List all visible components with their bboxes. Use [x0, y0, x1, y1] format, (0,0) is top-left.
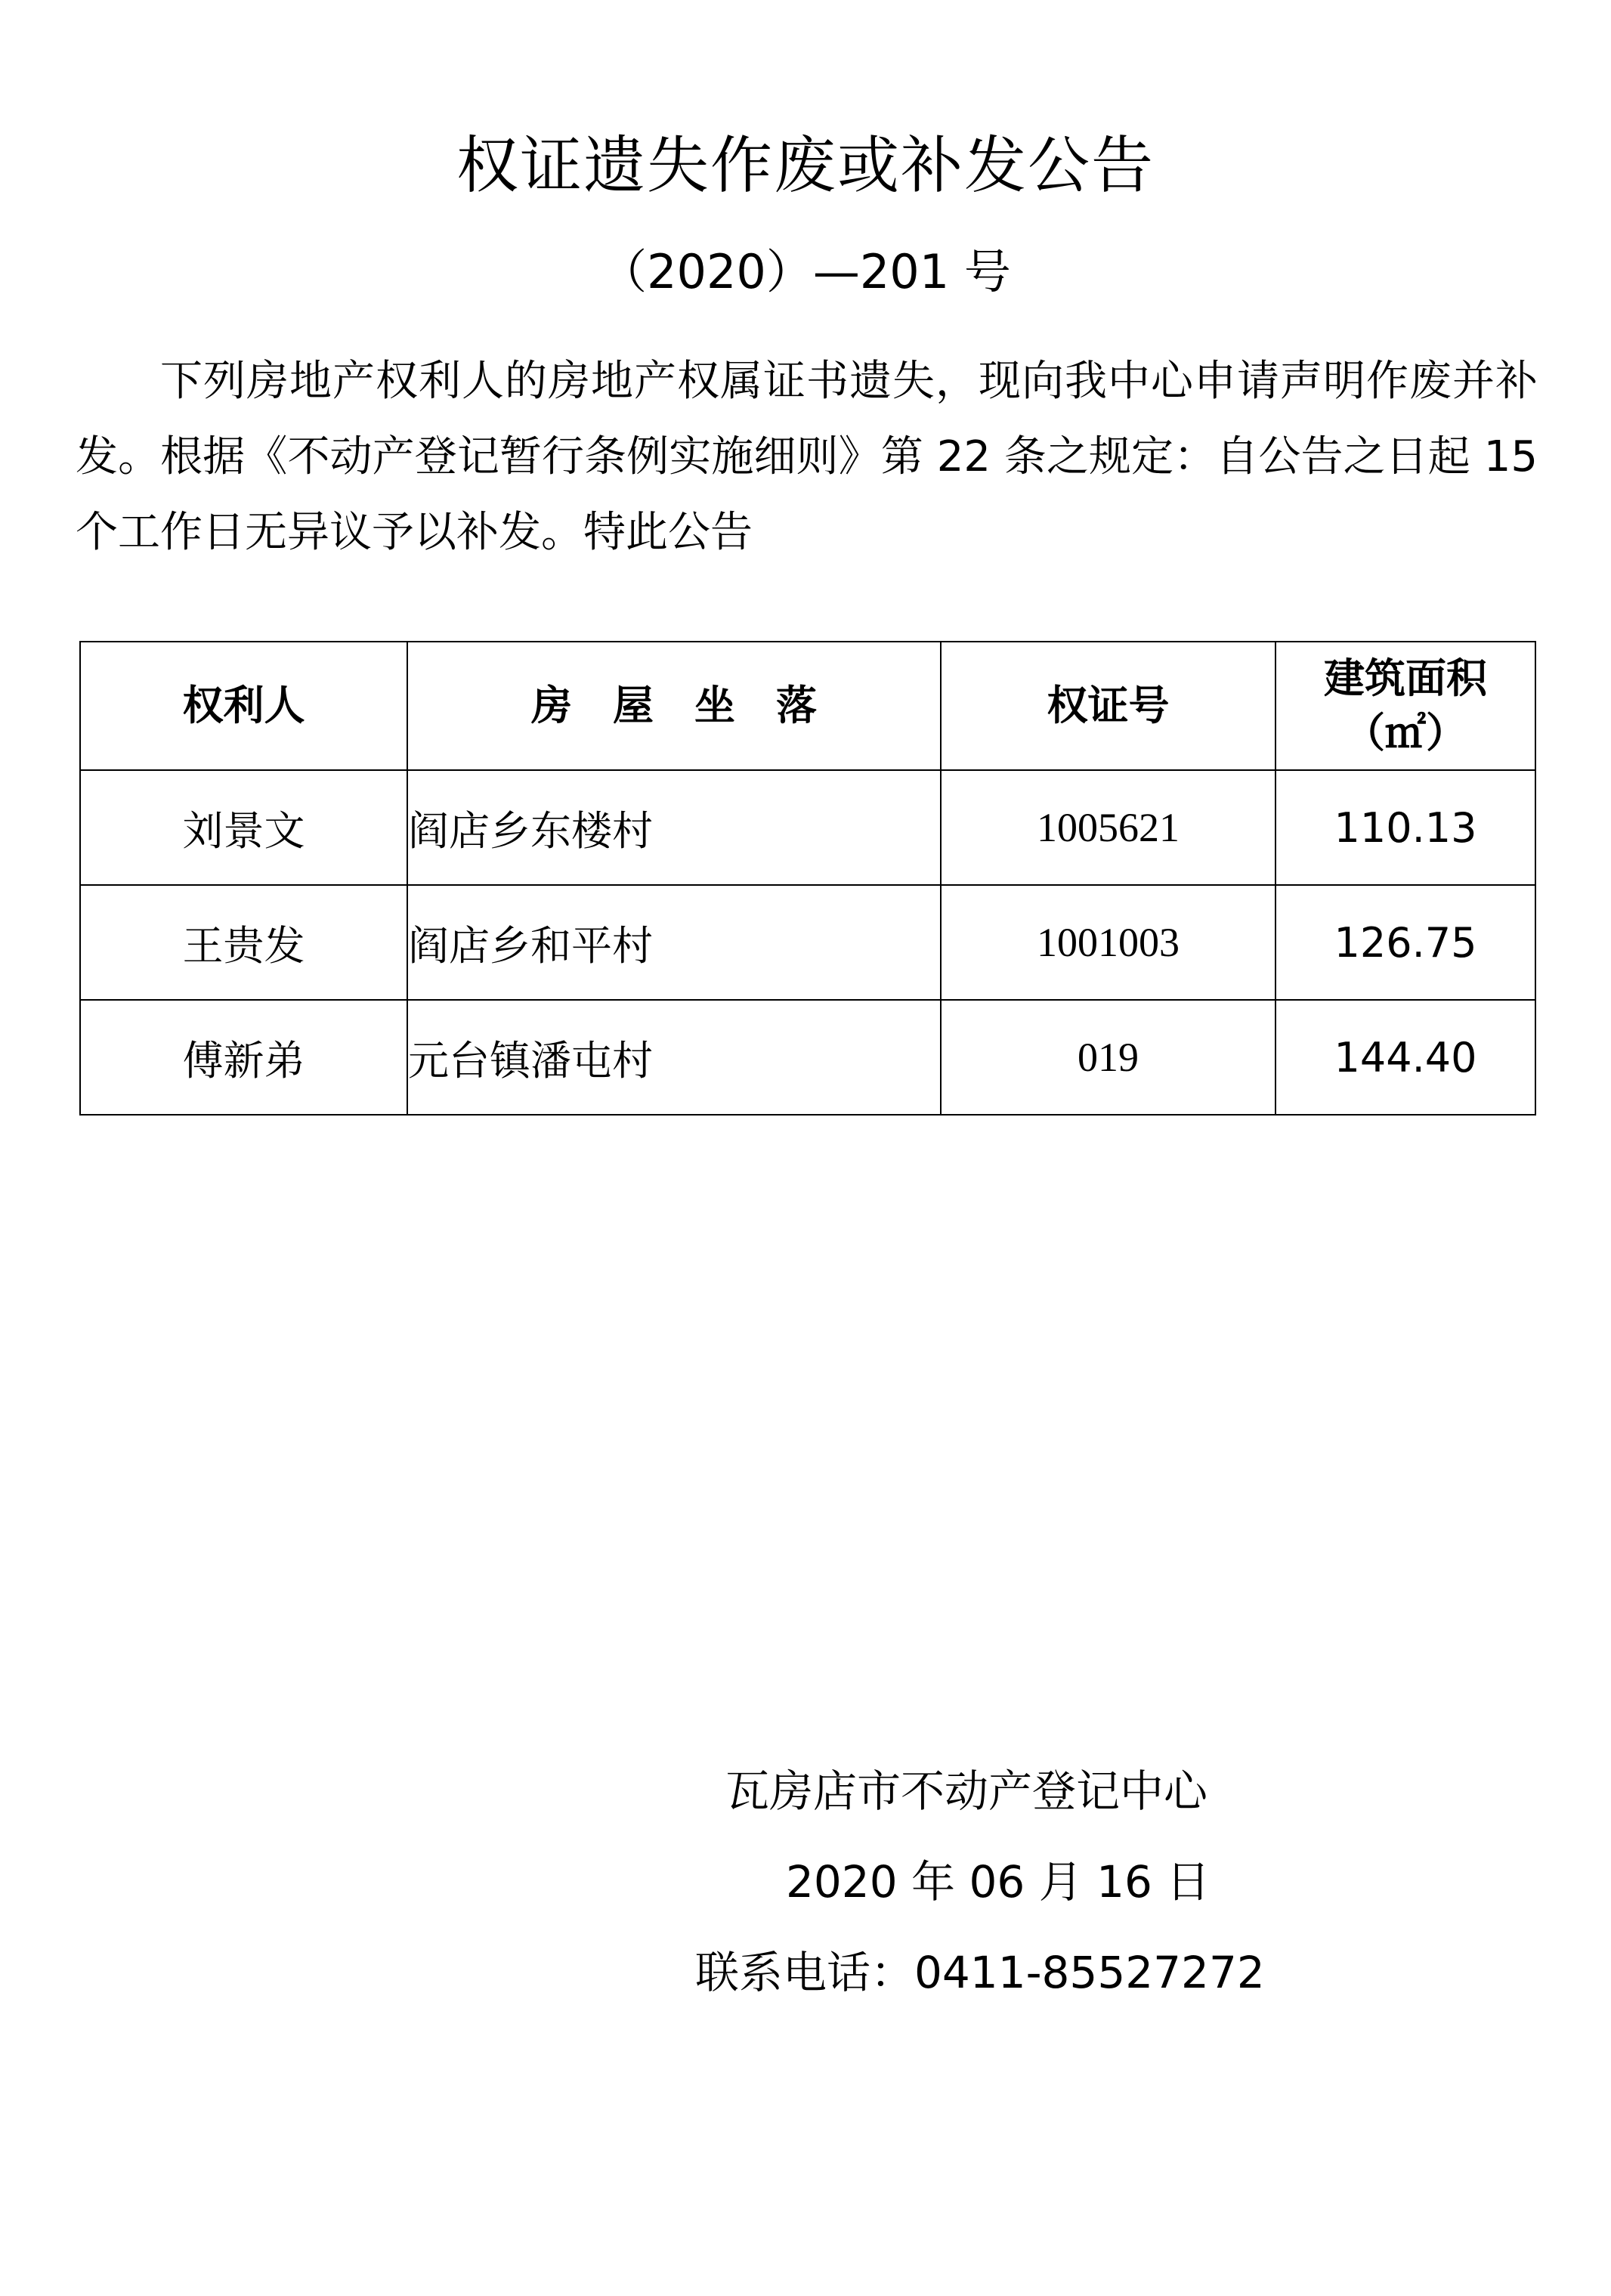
- table-row: [80, 770, 1535, 885]
- table-header-row: [80, 642, 1535, 770]
- notice-title: 权证遗失作废或补发公告: [456, 130, 1155, 202]
- issue-date: 2020 年 06 月 16 日: [786, 1856, 1211, 1908]
- cell-location: 阎店乡东楼村: [407, 770, 941, 885]
- cell-area: 126.75: [1276, 885, 1535, 1000]
- cell-area: 110.13: [1276, 770, 1535, 885]
- certificate-table: [79, 641, 1536, 1116]
- contact-phone: 联系电话：0411-85527272: [695, 1947, 1265, 1998]
- cell-holder: 王贵发: [80, 885, 407, 1000]
- issuing-organization: 瓦房店市不动产登记中心: [725, 1765, 1208, 1817]
- cell-certificate: 019: [941, 1000, 1276, 1115]
- table-row: [80, 885, 1535, 1000]
- cell-location: 阎店乡和平村: [407, 885, 941, 1000]
- cell-certificate: 1005621: [941, 770, 1276, 885]
- cell-area: 144.40: [1276, 1000, 1535, 1115]
- cell-certificate: 1001003: [941, 885, 1276, 1000]
- header-holder: 权利人: [80, 642, 407, 770]
- notice-body: 下列房地产权利人的房地产权属证书遗失，现向我中心申请声明作废并补发。根据《不动产登记暂行条例实施细则》第 22 条之规定：自公告之日起 15 个工作日无异议予以补发。特此公告: [76, 357, 1538, 557]
- notice-footer: [665, 1746, 1421, 2018]
- header-location: 房 屋 坐 落: [407, 642, 941, 770]
- header-area-label: 建筑面积: [1324, 654, 1487, 702]
- cell-holder: 刘景文: [80, 770, 407, 885]
- cell-holder: 傅新弟: [80, 1000, 407, 1115]
- header-area-unit: （㎡）: [1344, 709, 1467, 757]
- header-certificate: 权证号: [941, 642, 1276, 770]
- cell-location: 元台镇潘屯村: [407, 1000, 941, 1115]
- table-row: [80, 1000, 1535, 1115]
- notice-number: （2020）—201 号: [600, 244, 1011, 299]
- header-area: [1276, 642, 1535, 770]
